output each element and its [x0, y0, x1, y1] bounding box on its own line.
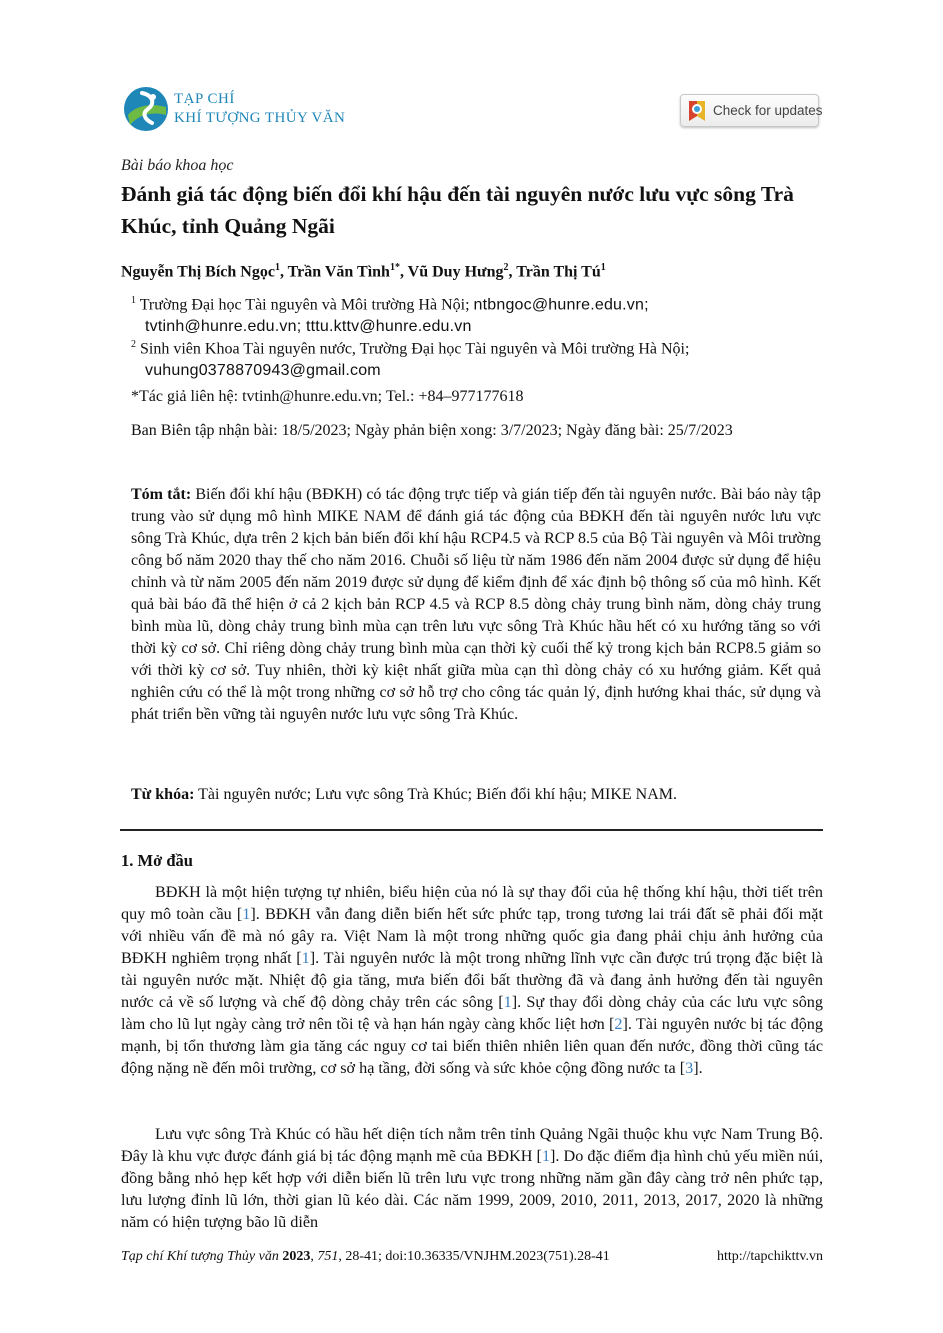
reference-link[interactable]: 3 — [685, 1059, 694, 1077]
paragraph-text: ]. BĐKH vẫn đang diễn biến hết sức phức tạp, trong tương lai trái đất sẽ phải đối mặt với nhiều vấn đề mà nó gây ra. Việt Nam là một trong những quốc gia đang phải chịu ảnh hưởng của BĐKH nghiêm trọng nhất [ — [121, 905, 823, 967]
author-name: Trần Thị Tú — [516, 263, 601, 281]
logo-line-1: TẠP CHÍ — [174, 91, 235, 107]
check-for-updates-button[interactable] — [680, 94, 823, 127]
paragraph-text: ]. Tài nguyên nước bị tác động mạnh, bị tổn thương làm gia tăng các nguy cơ tai biến thiên nhiên liên quan đến nước, đồng thời cũng tác động nặng nề đến môi trường, cơ sở hạ tầng, đời sống và sức khỏe cộng đồng nước ta [ — [121, 1015, 823, 1077]
author-separator: , — [399, 263, 408, 281]
page-footer — [121, 1249, 823, 1265]
footer-journal: Tạp chí Khí tượng Thủy văn — [121, 1249, 279, 1264]
affiliation-text: Trường Đại học Tài nguyên và Môi trường Hà Nội; — [139, 296, 474, 314]
reference-link[interactable]: 1 — [541, 1147, 551, 1165]
affiliation-text: Sinh viên Khoa Tài nguyên nước, Trường Đại học Tài nguyên và Môi trường Hà Nội; — [140, 340, 690, 358]
affiliation-emails[interactable]: vuhung0378870943@gmail.com — [145, 362, 381, 380]
article-type: Bài báo khoa học — [121, 157, 234, 174]
abstract — [131, 484, 821, 726]
reference-link[interactable]: 1 — [301, 949, 310, 967]
reference-link[interactable]: 1 — [503, 993, 512, 1011]
keywords-text: Tài nguyên nước; Lưu vực sông Trà Khúc; Biến đổi khí hậu; MIKE NAM. — [198, 786, 677, 803]
abstract-text: Biến đổi khí hậu (BĐKH) có tác động trực tiếp và gián tiếp đến tài nguyên nước. Bài báo này tập trung vào sử dụng mô hình MIKE NAM để đánh giá tác động của BĐKH đến tài nguyên nước lưu vực sông Trà Khúc, dựa trên 2 kịch bản biến đổi khí hậu RCP4.5 và RCP 8.5 của Bộ Tài nguyên và Môi trường công bố năm 2020 thay thế cho năm 2016. Chuỗi số liệu từ năm 1986 đến năm 2004 được sử dụng để hiệu chỉnh và từ năm 2005 đến năm 2019 được sử dụng để kiểm định để xác định bộ thông số của mô hình. Kết quả bài báo đã thể hiện ở cả 2 kịch bản RCP 4.5 và RCP 8.5 dòng chảy trung bình năm, dòng chảy trung bình mùa lũ, dòng chảy trung bình mùa cạn trên lưu vực sông Trà Khúc hầu hết có xu hướng tăng so với thời kỳ cơ sở. Chỉ riêng dòng chảy trung bình mùa cạn thời kỳ cuối thế kỷ trong kịch bản RCP8.5 giảm so với thời kỳ cơ sở. Tuy nhiên, thời kỳ kiệt nhất giữa mùa cạn thì dòng chảy có xu hướng giảm. Kết quả nghiên cứu có thể là một trong những cơ sở hỗ trợ cho công tác quản lý, định hướng khai thác, sử dụng và phát triển bền vững tài nguyên nước lưu vực sông Trà Khúc. — [131, 486, 822, 723]
affiliation-number: 2 — [131, 339, 136, 350]
check-for-updates-label: Check for updates — [713, 103, 823, 118]
footer-volume: 751 — [317, 1249, 339, 1264]
author-affiliation-mark: 1 — [274, 262, 280, 273]
keywords — [131, 786, 821, 804]
crossmark-icon — [687, 99, 707, 123]
reference-link[interactable]: 1 — [242, 905, 251, 923]
abstract-label: Tóm tắt: — [131, 486, 192, 503]
section-divider — [120, 829, 823, 831]
paragraph-text: Lưu vực sông Trà Khúc có hầu hết diện tích nằm trên tỉnh Quảng Ngãi thuộc khu vực Nam Trung Bộ. Đây là khu vực được đánh giá bị tác động mạnh mẽ của BĐKH [ — [121, 1125, 823, 1165]
paragraph-text: ]. Tài nguyên nước là một trong những lĩnh vực cần được trú trọng đặc biệt là tài nguyên nước mặt. Nhiệt độ gia tăng, mưa biến đổi bất thường đã và đang ảnh hưởng đến tài nguyên nước cả về số lượng và chế độ dòng chảy trên các sông [ — [121, 949, 823, 1011]
author-name: Trần Văn Tình — [287, 263, 390, 281]
author-separator: , — [279, 263, 288, 281]
author-affiliation-mark: 1 — [600, 262, 606, 273]
affiliation-2 — [131, 334, 821, 382]
paragraph-text: ]. Do đặc điểm địa hình chủ yếu miền núi, đồng bằng nhỏ hẹp kết hợp với diễn biến lũ trên lưu vực trong những năm gần đây càng trở nên phức tạp, lưu lượng đỉnh lũ lớn, thời gian lũ kéo dài. Các năm 1999, 2009, 2010, 2011, 2013, 2017, 2020 là những năm có hiện tượng bão lũ diễn — [121, 1147, 823, 1231]
author-affiliation-mark: 1* — [389, 262, 400, 273]
author-separator: , — [508, 263, 517, 281]
reference-link[interactable]: 2 — [614, 1015, 623, 1033]
author-affiliation-mark: 2 — [503, 262, 509, 273]
affiliation-emails[interactable]: tvtinh@hunre.edu.vn; tttu.kttv@hunre.edu.vn — [145, 318, 472, 336]
author-list — [121, 262, 606, 281]
footer-url[interactable]: http://tapchikttv.vn — [716, 1249, 823, 1264]
affiliation-number: 1 — [131, 295, 136, 306]
submission-dates: Ban Biên tập nhận bài: 18/5/2023; Ngày phản biện xong: 3/7/2023; Ngày đăng bài: 25/7/2023 — [131, 422, 733, 439]
author-name: Vũ Duy Hưng — [407, 263, 504, 281]
paragraph-text: ]. Sự thay đổi dòng chảy của các lưu vực sông làm cho lũ lụt ngày càng trở nên tồi tệ và hạn hán ngày càng khốc liệt hơn [ — [121, 993, 823, 1033]
paragraph-text: BĐKH là một hiện tượng tự nhiên, biểu hiện của nó là sự thay đổi của hệ thống khí hậu, thời tiết trên quy mô toàn cầu [ — [121, 883, 823, 923]
article-title: Đánh giá tác động biến đổi khí hậu đến tài nguyên nước lưu vực sông Trà Khúc, tỉnh Quảng Ngãi — [121, 182, 794, 238]
footer-doi[interactable]: , 28-41; doi:10.36335/VNJHM.2023(751).28-41 — [338, 1249, 610, 1264]
affiliation-email[interactable]: ntbngoc@hunre.edu.vn; — [473, 296, 649, 314]
logo-line-2: KHÍ TƯỢNG THỦY VĂN — [174, 110, 346, 126]
journal-logo[interactable] — [122, 82, 362, 136]
keywords-label: Từ khóa: — [131, 786, 195, 803]
journal-logo-icon — [122, 85, 170, 133]
intro-paragraph-2 — [121, 1123, 823, 1233]
footer-citation: Tạp chí Khí tượng Thủy văn 2023, 751, 28-41; doi:10.36335/VNJHM.2023(751).28-41 — [121, 1249, 610, 1264]
author-name: Nguyễn Thị Bích Ngọc — [121, 263, 275, 281]
intro-paragraph-1 — [121, 881, 823, 1079]
corresponding-author: *Tác giả liên hệ: tvtinh@hunre.edu.vn; Tel.: +84–977177618 — [131, 388, 524, 405]
affiliation-1 — [131, 290, 821, 338]
paragraph-text: ]. — [693, 1059, 703, 1077]
section-heading: 1. Mở đầu — [121, 851, 193, 870]
footer-year: 2023 — [282, 1249, 311, 1264]
journal-logo-text — [174, 90, 345, 128]
